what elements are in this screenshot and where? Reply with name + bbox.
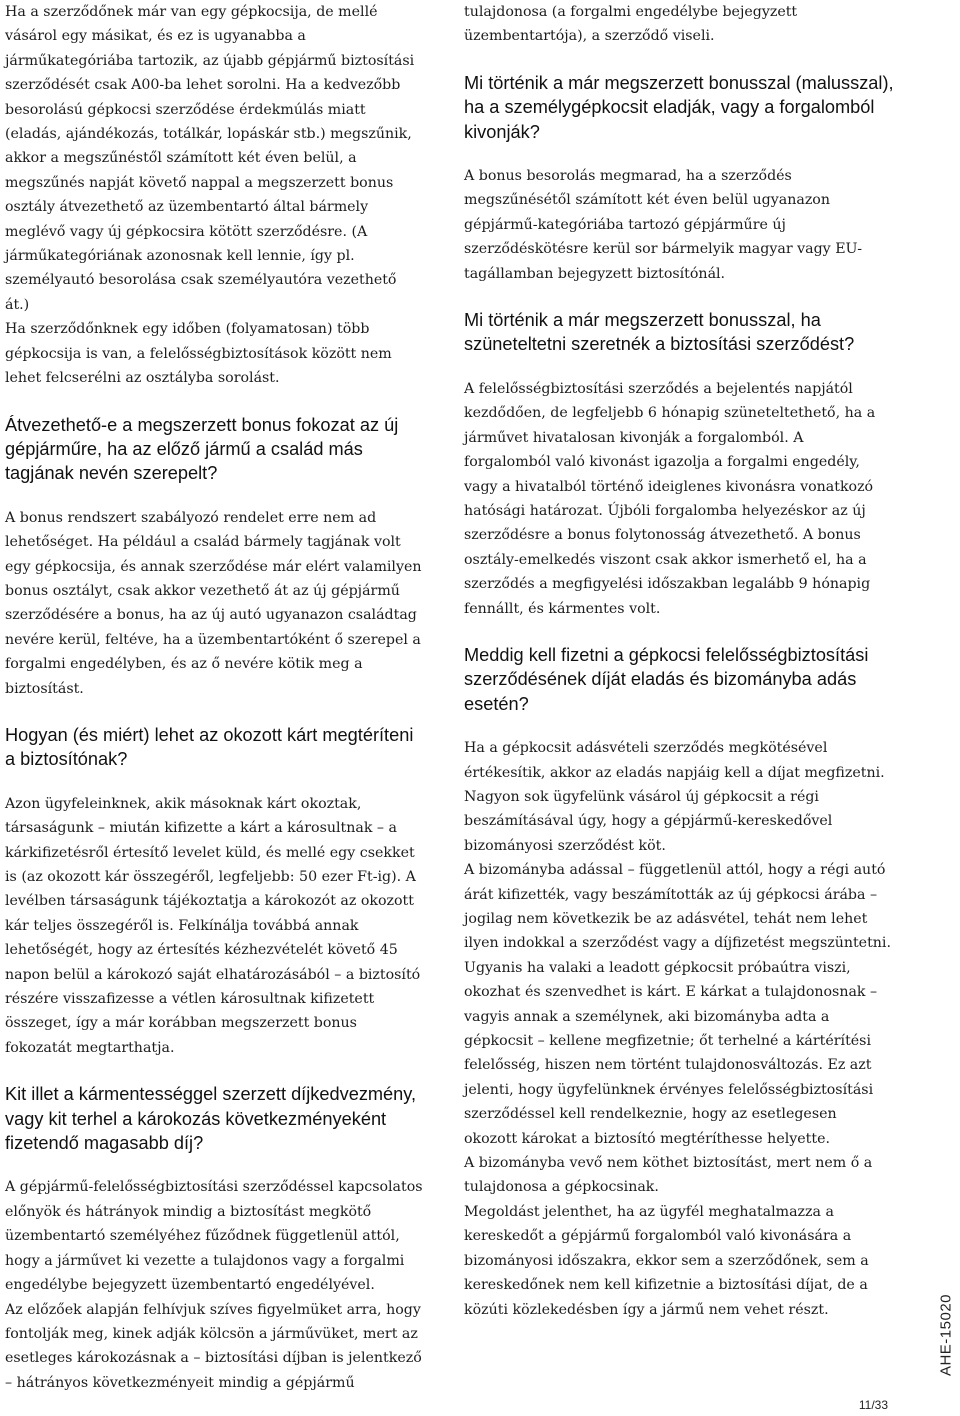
section-heading: Mi történik a már megszerzett bonusszal (malusszal), ha a személygépkocsit eladják, vagy a forgalomból kivonják? bbox=[464, 72, 894, 142]
paragraph: Ha a gépkocsit adásvételi szerződés megkötésével értékesítik, akkor az eladás napjáig kell a díjat megfizetni. Nagyon sok ügyfelünk vásárol új gépkocsit a régi beszámításával úgy, hogy a gépjármű-kereskedővel bizományosi szerződést köt. bbox=[464, 740, 885, 854]
section-heading: Mi történik a már megszerzett bonusszal, ha szüneteltetni szeretnék a biztosítási szerződést? bbox=[464, 310, 855, 355]
document-code bbox=[934, 1295, 958, 1375]
paragraph: Ha szerződőnknek egy időben (folyamatosan) több gépkocsija is van, a felelősségbiztosítások között nem lehet felcserélni az osztályba sorolást. bbox=[5, 321, 392, 387]
paragraph: A bonus rendszert szabályozó rendelet erre nem ad lehetőséget. Ha például a család bármely tagjának volt egy gépkocsija, és annak szerződése már elért valamilyen bonus osztályt, csak akkor vezethető át az új gépjármű szerződésére a bonus, ha az új autó ugyanazon családtag nevére kerül, feltéve, ha a üzembentartóként ő szerepel a forgalmi engedélyben, és az ő nevére kötik meg a biztosítást. bbox=[5, 509, 422, 697]
paragraph: A bizományba adással – függetlenül attól, hogy a régi autó árát kifizették, vagy beszámították az új gépkocsi árába – jogilag nem következik be az adásvétel, tehát nem lehet ilyen indokkal a szerződést vagy a díjfizetést megszüntetni. Ugyanis ha valaki a leadott gépkocsit próbaútra viszi, okozhat és szenvedhet is kárt. E kárkat a tulajdonosnak – vagyis annak a személynek, aki bizományba adta a gépkocsit – kellene megfizetnie; őt terhelné a kártérítési felelősség, hiszen nem történt tulajdonosváltozás. Ez azt jelenti, hogy ügyfelünknek érvényes felelősségbiztosítási szerződéssel kell rendelkeznie, hogy az esetlegesen okozott károkat a biztosító megtéríthesse helyette. bbox=[464, 862, 891, 1147]
paragraph: Az előzőek alapján felhívjuk szíves figyelmüket arra, hogy fontolják meg, kinek adják kölcsön a járművüket, mert az esetleges károkozásnak a – biztosítási díjban is jelentkező – hátrányos következményeit mindig a gépjármű bbox=[5, 1301, 422, 1391]
paragraph: Ha a szerződőnek már van egy gépkocsija, de mellé vásárol egy másikat, és ez is ugyanabba a járműkategóriába tartozik, az újabb gépjármű biztosítási szerződését csak A00-ba lehet sorolni. Ha a kedvezőbb besorolású gépkocsi szerződése érdekmúlás miatt (eladás, ajándékozás, totálkár, lopáskár stb.) megszűnik, akkor a megszűnéstől számított két éven belül, a megszűnés napját követő nappal a megszerzett bonus osztály átvezethető az üzembentartó által bármely meglévő vagy új gépkocsira kötött szerződésre. (A járműkategóriának azonosnak kell lennie, így pl. személyautó besorolása csak személyautóra vezethető át.) bbox=[5, 4, 415, 313]
section-heading: Átvezethető-e a megszerzett bonus fokozat az új gépjárműre, ha az előző jármű a család más tagjának nevén szerepelt? bbox=[5, 414, 399, 484]
right-column bbox=[464, 0, 894, 1322]
paragraph: Azon ügyfeleinknek, akik másoknak kárt okoztak, társaságunk – miután kifizette a kárt a károsultnak – a kárkifizetésről értesítő levelet küld, és mellé egy csekket is (az okozott kár összegéről, legfeljebb: 50 ezer Ft-ig). A levélben társaságunk tájékoztatja a károkozót az okozott kár teljes összegéről is. Felkínálja továbbá annak lehetőségét, hogy az értesítés kézhezvételét követő 45 napon belül a károkozó saját elhatározásából – a biztosító részére visszafizesse a vétlen károsultnak kifizetett összeget, így a már korábban megszerzett bonus fokozatát megtarthatja. bbox=[5, 795, 421, 1056]
section-heading: Kit illet a kármentességgel szerzett díjkedvezmény, vagy kit terhel a károkozás következményeként fizetendő magasabb díj? bbox=[5, 1084, 417, 1154]
section-heading: Meddig kell fizetni a gépkocsi felelősségbiztosítási szerződésének díját eladás és bizományba adás esetén? bbox=[464, 644, 869, 714]
paragraph: A gépjármű-felelősségbiztosítási szerződéssel kapcsolatos előnyök és hátrányok mindig a biztosítást megkötő üzembentartó személyéhez fűződnek függetlenül attól, hogy a járművet ki vezette a tulajdonos vagy a forgalmi engedélybe bejegyzett üzembentartó engedélyével. bbox=[5, 1179, 423, 1294]
section-heading: Hogyan (és miért) lehet az okozott kárt megtéríteni a biztosítónak? bbox=[5, 724, 414, 770]
paragraph: A bizományba vevő nem köthet biztosítást, mert nem ő a tulajdonosa a gépkocsinak. bbox=[464, 1155, 873, 1196]
paragraph: A bonus besorolás megmarad, ha a szerződés megszűnésétől számított két éven belül ugyanazon gépjármű-kategóriába tartozó gépjárműre új szerződéskötésre kerül sor bármelyik magyar vagy EU-tagállamban bejegyzett biztosítónál. bbox=[464, 168, 863, 282]
page-number: 11/33 bbox=[858, 1398, 888, 1412]
left-column bbox=[5, 0, 425, 1395]
paragraph: Megoldást jelenthet, ha az ügyfél meghatalmazza a kereskedőt a gépjármű forgalomból való kivonására a bizományosi időszakra, ekkor sem a szerződőnek, sem a kereskedőnek nem kell kifizetnie a biztosítási díjat, de a közúti közlekedésben így a jármű nem vehet részt. bbox=[464, 1203, 869, 1318]
document-code-text: AHE-15020 bbox=[937, 1293, 955, 1377]
paragraph: tulajdonosa (a forgalmi engedélybe bejegyzett üzembentartója), a szerződő viseli. bbox=[464, 4, 798, 45]
paragraph: A felelősségbiztosítási szerződés a bejelentés napjától kezdődően, de legfeljebb 6 hónapig szüneteltethető, ha a járművet hivatalosan kivonják a forgalomból. A forgalomból való kivonást igazolja a forgalmi engedély, vagy a hivatalból történő ideiglenes kivonásra vonatkozó hatósági határozat. Újbóli forgalomba helyezéskor az új szerződésre a bonus folytonosság átvezethető. A bonus osztály-emelkedés viszont csak akkor ismerhető el, ha a szerződés a megfigyelési időszakban legalább 9 hónapig fennállt, és kármentes volt. bbox=[464, 380, 876, 617]
